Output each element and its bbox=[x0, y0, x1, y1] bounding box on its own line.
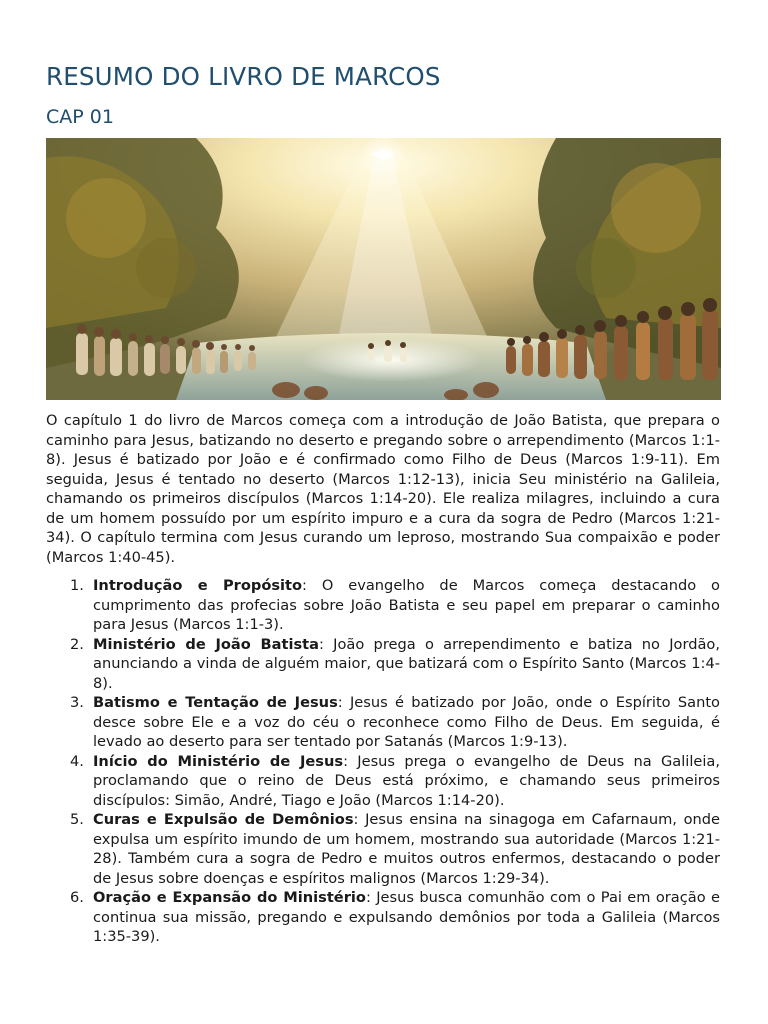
item-heading: Início do Ministério de Jesus bbox=[93, 752, 344, 770]
item-text: : O evangelho de Marcos começa destacando o cumprimento das profecias sobre João Batista e seu papel em preparar o caminho para Jesus (Marcos 1:1-3). bbox=[93, 577, 720, 633]
item-heading: Introdução e Propósito bbox=[93, 577, 303, 594]
item-number: 1. bbox=[70, 577, 84, 594]
item-text: : Jesus busca comunhão com o Pai em oração e continua sua missão, pregando e expulsando demônios por toda a Galileia (Marcos 1:35-39). bbox=[93, 889, 720, 945]
item-number: 6. bbox=[70, 889, 84, 906]
list-item bbox=[46, 752, 720, 811]
item-text: : João prega o arrependimento e batiza no Jordão, anunciando a vinda de alguém maior, que batizará com o Espírito Santo (Marcos 1:4-8). bbox=[93, 635, 720, 692]
list-item bbox=[46, 576, 720, 635]
summary-list bbox=[46, 576, 720, 947]
list-item bbox=[46, 888, 720, 947]
item-text: : Jesus prega o evangelho de Deus na Galileia, proclamando que o reino de Deus está próximo, e chamando seus primeiros discípulos: Simão, André, Tiago e João (Marcos 1:14-20). bbox=[93, 752, 720, 809]
item-number: 2. bbox=[70, 635, 84, 653]
intro-paragraph: O capítulo 1 do livro de Marcos começa com a introdução de João Batista, que prepara o caminho para Jesus, batizando no deserto e pregando sobre o arrependimento (Marcos 1:1-8). Jesus é batizado por João e é confirmado como Filho de Deus (Marcos 1:9-11). Em seguida, Jesus é tentado no deserto (Marcos 1:12-13), inicia Seu ministério na Galileia, chamando os primeiros discípulos (Marcos 1:14-20). Ele realiza milagres, incluindo a cura de um homem possuído por um espírito impuro e a cura da sogra de Pedro (Marcos 1:21-34). O capítulo termina com Jesus curando um leproso, mostrando Sua compaixão e poder (Marcos 1:40-45). bbox=[46, 412, 720, 566]
item-heading: Oração e Expansão do Ministério bbox=[93, 889, 366, 906]
list-item bbox=[46, 693, 720, 752]
item-heading: Curas e Expulsão de Demônios bbox=[93, 811, 354, 828]
item-number: 3. bbox=[70, 694, 84, 711]
item-heading: Ministério de João Batista bbox=[93, 635, 319, 653]
chapter-subtitle: CAP 01 bbox=[46, 106, 114, 128]
item-text: : Jesus ensina na sinagoga em Cafarnaum, onde expulsa um espírito imundo de um homem, mostrando sua autoridade (Marcos 1:21-28). Também cura a sogra de Pedro e muitos outros enfermos, destacando o poder de Jesus sobre doenças e espíritos malignos (Marcos 1:29-34). bbox=[93, 811, 720, 887]
item-number: 4. bbox=[70, 752, 84, 770]
list-item bbox=[46, 810, 720, 888]
item-text: : Jesus é batizado por João, onde o Espírito Santo desce sobre Ele e a voz do céu o reconhece como Filho de Deus. Em seguida, é levado ao deserto para ser tentado por Satanás (Marcos 1:9-13). bbox=[93, 694, 720, 750]
page-title: RESUMO DO LIVRO DE MARCOS bbox=[46, 62, 441, 91]
item-heading: Batismo e Tentação de Jesus bbox=[93, 694, 338, 711]
list-item bbox=[46, 635, 720, 694]
item-number: 5. bbox=[70, 811, 84, 828]
baptism-painting-image bbox=[46, 138, 721, 400]
